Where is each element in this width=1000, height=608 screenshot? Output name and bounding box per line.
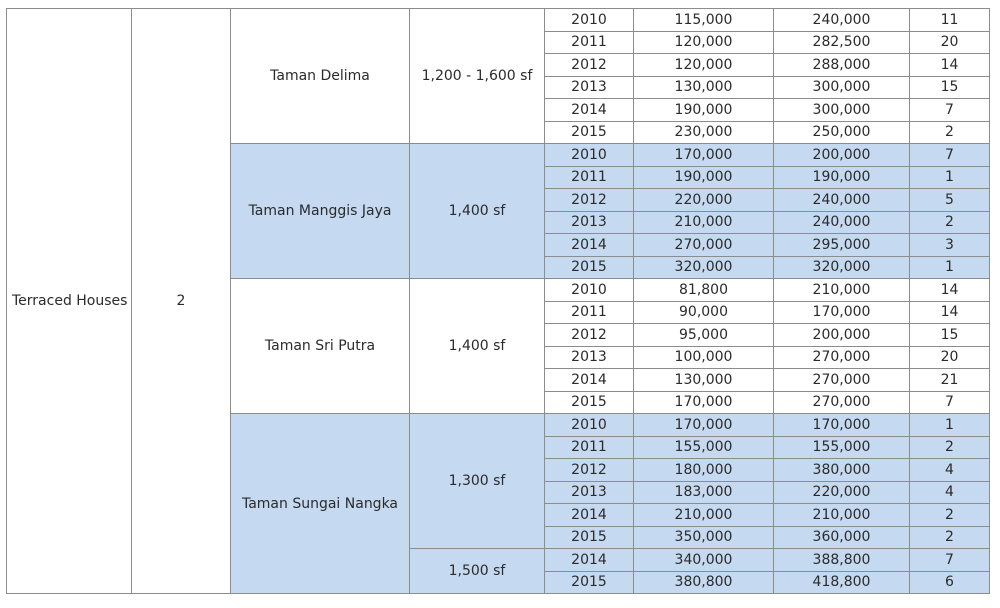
max-price-cell: 270,000 [774,346,910,369]
transactions-cell: 3 [910,234,990,257]
count-cell: 2 [132,9,231,594]
transactions-cell: 1 [910,414,990,437]
max-price-cell: 200,000 [774,324,910,347]
year-cell: 2015 [545,571,634,594]
min-price-cell: 130,000 [634,369,774,392]
max-price-cell: 320,000 [774,256,910,279]
transactions-cell: 1 [910,256,990,279]
year-cell: 2013 [545,346,634,369]
transactions-cell: 2 [910,436,990,459]
min-price-cell: 270,000 [634,234,774,257]
year-cell: 2011 [545,31,634,54]
min-price-cell: 170,000 [634,414,774,437]
min-price-cell: 95,000 [634,324,774,347]
transactions-cell: 4 [910,481,990,504]
max-price-cell: 240,000 [774,189,910,212]
min-price-cell: 155,000 [634,436,774,459]
year-cell: 2013 [545,481,634,504]
unit-size-cell: 1,400 sf [410,279,545,414]
min-price-cell: 100,000 [634,346,774,369]
min-price-cell: 190,000 [634,166,774,189]
year-cell: 2014 [545,369,634,392]
table-body [7,9,990,594]
max-price-cell: 170,000 [774,301,910,324]
year-cell: 2015 [545,391,634,414]
year-cell: 2013 [545,211,634,234]
max-price-cell: 418,800 [774,571,910,594]
max-price-cell: 282,500 [774,31,910,54]
transactions-cell: 2 [910,211,990,234]
max-price-cell: 300,000 [774,76,910,99]
min-price-cell: 220,000 [634,189,774,212]
min-price-cell: 180,000 [634,459,774,482]
transactions-cell: 6 [910,571,990,594]
min-price-cell: 210,000 [634,211,774,234]
year-cell: 2015 [545,121,634,144]
min-price-cell: 183,000 [634,481,774,504]
max-price-cell: 220,000 [774,481,910,504]
unit-size-cell: 1,500 sf [410,549,545,594]
max-price-cell: 190,000 [774,166,910,189]
year-cell: 2010 [545,144,634,167]
transactions-cell: 15 [910,324,990,347]
max-price-cell: 155,000 [774,436,910,459]
transactions-cell: 14 [910,54,990,77]
max-price-cell: 288,000 [774,54,910,77]
unit-size-cell: 1,400 sf [410,144,545,279]
transactions-cell: 20 [910,31,990,54]
max-price-cell: 250,000 [774,121,910,144]
min-price-cell: 120,000 [634,31,774,54]
year-cell: 2011 [545,301,634,324]
transactions-cell: 5 [910,189,990,212]
transactions-cell: 20 [910,346,990,369]
min-price-cell: 90,000 [634,301,774,324]
max-price-cell: 240,000 [774,9,910,32]
max-price-cell: 380,000 [774,459,910,482]
year-cell: 2010 [545,9,634,32]
max-price-cell: 360,000 [774,526,910,549]
transactions-cell: 2 [910,121,990,144]
min-price-cell: 115,000 [634,9,774,32]
transactions-cell: 2 [910,526,990,549]
year-cell: 2012 [545,459,634,482]
max-price-cell: 210,000 [774,504,910,527]
min-price-cell: 190,000 [634,99,774,122]
estate-name-cell: Taman Sri Putra [231,279,410,414]
unit-size-cell: 1,200 - 1,600 sf [410,9,545,144]
year-cell: 2014 [545,234,634,257]
min-price-cell: 350,000 [634,526,774,549]
year-cell: 2014 [545,549,634,572]
transactions-cell: 21 [910,369,990,392]
min-price-cell: 230,000 [634,121,774,144]
year-cell: 2011 [545,436,634,459]
year-cell: 2012 [545,324,634,347]
transactions-cell: 4 [910,459,990,482]
transactions-cell: 7 [910,99,990,122]
table-row [7,9,990,32]
transactions-cell: 11 [910,9,990,32]
min-price-cell: 380,800 [634,571,774,594]
max-price-cell: 200,000 [774,144,910,167]
max-price-cell: 295,000 [774,234,910,257]
unit-size-cell: 1,300 sf [410,414,545,549]
transactions-cell: 15 [910,76,990,99]
year-cell: 2010 [545,279,634,302]
min-price-cell: 210,000 [634,504,774,527]
transactions-cell: 1 [910,166,990,189]
max-price-cell: 170,000 [774,414,910,437]
year-cell: 2011 [545,166,634,189]
max-price-cell: 388,800 [774,549,910,572]
transactions-cell: 2 [910,504,990,527]
min-price-cell: 81,800 [634,279,774,302]
transactions-cell: 7 [910,549,990,572]
year-cell: 2013 [545,76,634,99]
min-price-cell: 170,000 [634,391,774,414]
year-cell: 2014 [545,99,634,122]
min-price-cell: 130,000 [634,76,774,99]
year-cell: 2014 [545,504,634,527]
min-price-cell: 120,000 [634,54,774,77]
estate-name-cell: Taman Manggis Jaya [231,144,410,279]
year-cell: 2012 [545,189,634,212]
property-transactions-table [6,8,990,594]
max-price-cell: 270,000 [774,369,910,392]
min-price-cell: 340,000 [634,549,774,572]
transactions-cell: 14 [910,301,990,324]
transactions-cell: 7 [910,391,990,414]
transactions-cell: 14 [910,279,990,302]
estate-name-cell: Taman Sungai Nangka [231,414,410,594]
year-cell: 2010 [545,414,634,437]
max-price-cell: 240,000 [774,211,910,234]
year-cell: 2012 [545,54,634,77]
max-price-cell: 210,000 [774,279,910,302]
min-price-cell: 320,000 [634,256,774,279]
year-cell: 2015 [545,526,634,549]
max-price-cell: 270,000 [774,391,910,414]
max-price-cell: 300,000 [774,99,910,122]
estate-name-cell: Taman Delima [231,9,410,144]
transactions-cell: 7 [910,144,990,167]
min-price-cell: 170,000 [634,144,774,167]
property-type-cell: Terraced Houses [7,9,132,594]
year-cell: 2015 [545,256,634,279]
